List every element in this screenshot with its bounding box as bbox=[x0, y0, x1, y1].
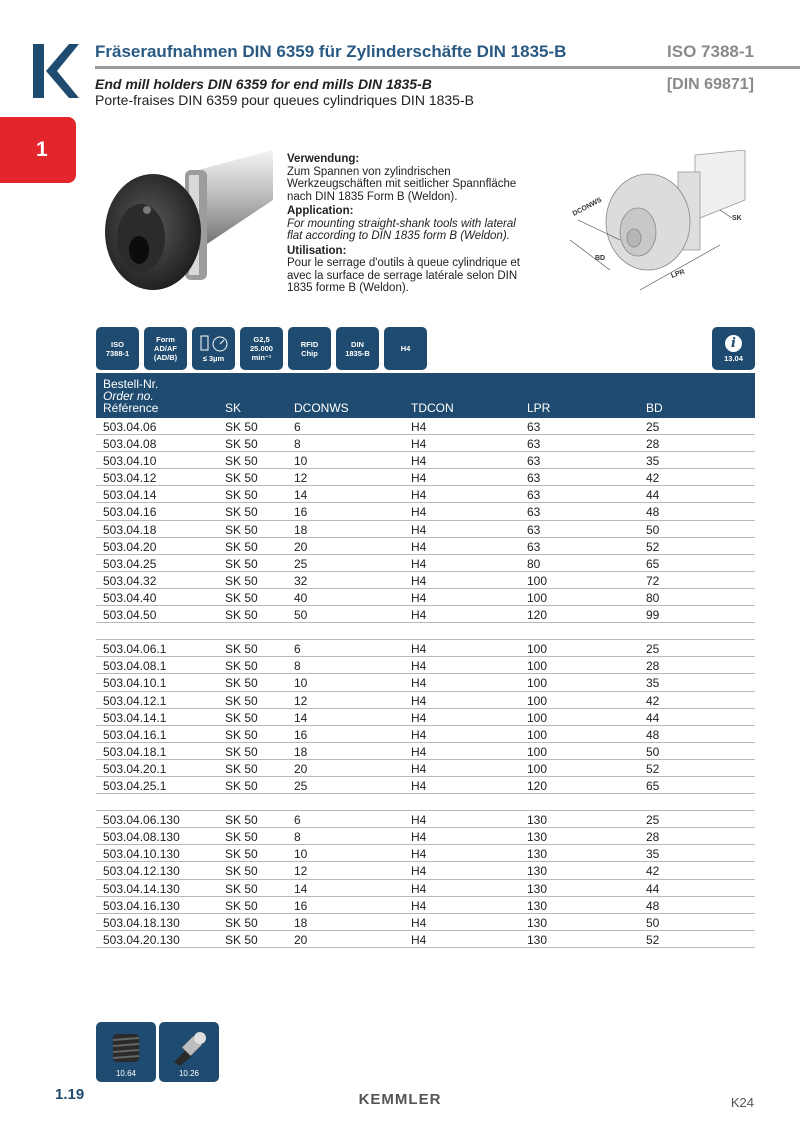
pull-stud-icon bbox=[168, 1030, 210, 1066]
table-cell: 44 bbox=[646, 488, 660, 503]
table-row bbox=[96, 521, 755, 538]
table-cell: 25 bbox=[646, 642, 660, 657]
table-cell: 130 bbox=[527, 847, 548, 862]
table-cell: 12 bbox=[294, 693, 308, 708]
table-row bbox=[96, 845, 755, 862]
table-cell: H4 bbox=[411, 847, 427, 862]
form-icon-line3: (AD/B) bbox=[153, 353, 178, 362]
description-heading-de: Verwendung: bbox=[287, 153, 360, 165]
table-cell: 42 bbox=[646, 693, 660, 708]
table-cell: SK 50 bbox=[225, 556, 258, 571]
page-title-en: End mill holders DIN 6359 for end mills DIN 1835-B bbox=[95, 76, 432, 92]
table-row bbox=[96, 897, 755, 914]
table-row bbox=[96, 914, 755, 931]
accessory-pull-stud[interactable] bbox=[159, 1022, 219, 1082]
table-cell: H4 bbox=[411, 813, 427, 828]
kemmler-logo bbox=[33, 44, 79, 98]
table-cell: H4 bbox=[411, 642, 427, 657]
table-cell: 35 bbox=[646, 676, 660, 691]
table-row bbox=[96, 692, 755, 709]
table-cell: 20 bbox=[294, 761, 308, 776]
screw-icon bbox=[105, 1030, 147, 1066]
table-cell: 503.04.25.1 bbox=[103, 778, 167, 793]
table-cell: SK 50 bbox=[225, 659, 258, 674]
description-heading-fr: Utilisation: bbox=[287, 244, 347, 257]
din-icon-line1: DIN bbox=[351, 339, 364, 349]
table-cell: 6 bbox=[294, 813, 301, 828]
table-cell: 12 bbox=[294, 471, 308, 486]
table-cell: 503.04.14 bbox=[103, 488, 157, 503]
balance-icon bbox=[240, 327, 283, 370]
runout-icon-label: ≤ 3µm bbox=[202, 354, 225, 363]
table-row bbox=[96, 486, 755, 503]
table-cell: 10 bbox=[294, 454, 308, 469]
table-cell: SK 50 bbox=[225, 608, 258, 623]
table-cell: H4 bbox=[411, 505, 427, 520]
table-cell: 503.04.18 bbox=[103, 522, 157, 537]
table-cell: 6 bbox=[294, 642, 301, 657]
table-cell: 28 bbox=[646, 830, 660, 845]
table-cell: SK 50 bbox=[225, 539, 258, 554]
table-cell: 48 bbox=[646, 727, 660, 742]
table-cell: 503.04.12 bbox=[103, 471, 157, 486]
description-text-fr: Pour le serrage d'outils à queue cylindrique et avec la surface de serrage latérale selon DIN 1835 forme B (Weldon). bbox=[287, 257, 520, 294]
rfid-icon-line1: RFID bbox=[300, 339, 319, 349]
label-lpr: LPR bbox=[670, 268, 686, 280]
table-cell: 50 bbox=[646, 915, 660, 930]
table-cell: 50 bbox=[646, 522, 660, 537]
table-cell: 80 bbox=[527, 556, 541, 571]
table-cell: 503.04.18.130 bbox=[103, 915, 180, 930]
accessory-screw-ref: 10.64 bbox=[115, 1069, 137, 1078]
table-cell: 35 bbox=[646, 847, 660, 862]
table-cell: 63 bbox=[527, 505, 541, 520]
table-cell: 503.04.14.130 bbox=[103, 881, 180, 896]
rfid-icon-line2: Chip bbox=[301, 348, 318, 358]
table-cell: 63 bbox=[527, 522, 541, 537]
balance-icon-line2: 25.000 bbox=[250, 344, 273, 353]
header-order-en: Order no. bbox=[103, 389, 154, 403]
table-cell: SK 50 bbox=[225, 727, 258, 742]
table-cell: SK 50 bbox=[225, 471, 258, 486]
table-cell: 6 bbox=[294, 420, 301, 434]
table-cell: 25 bbox=[646, 813, 660, 828]
table-cell: 20 bbox=[294, 932, 308, 947]
table-cell: SK 50 bbox=[225, 778, 258, 793]
table-cell: 42 bbox=[646, 864, 660, 879]
table-cell: 42 bbox=[646, 471, 660, 486]
rfid-icon bbox=[288, 327, 331, 370]
table-cell: SK 50 bbox=[225, 881, 258, 896]
table-cell: 503.04.16 bbox=[103, 505, 157, 520]
label-bd: BD bbox=[595, 255, 606, 262]
table-row bbox=[96, 862, 755, 879]
table-cell: 25 bbox=[294, 556, 308, 571]
table-cell: H4 bbox=[411, 471, 427, 486]
table-cell: 35 bbox=[646, 454, 660, 469]
table-cell: SK 50 bbox=[225, 437, 258, 452]
table-cell: H4 bbox=[411, 710, 427, 725]
table-cell: SK 50 bbox=[225, 932, 258, 947]
header-bd: BD bbox=[646, 401, 663, 415]
table-cell: H4 bbox=[411, 608, 427, 623]
table-cell: H4 bbox=[411, 898, 427, 913]
table-cell: 503.04.08.1 bbox=[103, 659, 167, 674]
table-cell: SK 50 bbox=[225, 898, 258, 913]
table-cell: 52 bbox=[646, 932, 660, 947]
table-cell: 100 bbox=[527, 761, 548, 776]
description-text-en: For mounting straight-shank tools with lateral flat according to DIN 1835 form B (Weldon). bbox=[287, 217, 516, 242]
table-cell: SK 50 bbox=[225, 642, 258, 657]
page-number: 1.19 bbox=[55, 1086, 85, 1103]
table-cell: 40 bbox=[294, 590, 308, 605]
table-cell: SK 50 bbox=[225, 505, 258, 520]
table-cell: 25 bbox=[294, 778, 308, 793]
iso-standard: ISO 7388-1 bbox=[667, 42, 754, 61]
table-cell: 503.04.12.130 bbox=[103, 864, 180, 879]
table-row bbox=[96, 640, 755, 657]
table-cell: H4 bbox=[411, 761, 427, 776]
page-reference: K24 bbox=[730, 1095, 754, 1110]
description-heading-en: Application: bbox=[287, 205, 354, 217]
form-icon-line1: Form bbox=[156, 335, 175, 344]
table-cell: 44 bbox=[646, 881, 660, 896]
table-cell: 503.04.16.1 bbox=[103, 727, 167, 742]
table-cell: 503.04.40 bbox=[103, 590, 157, 605]
table-row bbox=[96, 555, 755, 572]
table-spacer-row bbox=[96, 794, 755, 811]
table-cell: H4 bbox=[411, 727, 427, 742]
table-cell: 100 bbox=[527, 659, 548, 674]
table-cell: 14 bbox=[294, 881, 308, 896]
table-cell: 130 bbox=[527, 898, 548, 913]
table-cell: 100 bbox=[527, 676, 548, 691]
header-order bbox=[103, 378, 158, 414]
table-cell: H4 bbox=[411, 676, 427, 691]
table-cell: SK 50 bbox=[225, 847, 258, 862]
table-cell: 130 bbox=[527, 864, 548, 879]
table-cell: 100 bbox=[527, 573, 548, 588]
table-cell: 100 bbox=[527, 590, 548, 605]
table-cell: 16 bbox=[294, 727, 308, 742]
page-title-fr: Porte-fraises DIN 6359 pour queues cylindriques DIN 1835-B bbox=[95, 92, 474, 108]
table-cell: 100 bbox=[527, 744, 548, 759]
table-cell: SK 50 bbox=[225, 864, 258, 879]
table-cell: SK 50 bbox=[225, 676, 258, 691]
table-cell: 16 bbox=[294, 898, 308, 913]
description bbox=[287, 151, 527, 295]
table-cell: 503.04.10.130 bbox=[103, 847, 180, 862]
table-cell: 503.04.18.1 bbox=[103, 744, 167, 759]
table-cell: 8 bbox=[294, 437, 301, 452]
table-cell: 130 bbox=[527, 915, 548, 930]
table-cell: 14 bbox=[294, 488, 308, 503]
chapter-tab[interactable] bbox=[0, 117, 76, 183]
table-cell: 503.04.14.1 bbox=[103, 710, 167, 725]
table-cell: 503.04.10 bbox=[103, 454, 157, 469]
runout-gauge-icon bbox=[199, 334, 229, 354]
table-cell: H4 bbox=[411, 488, 427, 503]
table-cell: 50 bbox=[646, 744, 660, 759]
table-cell: H4 bbox=[411, 778, 427, 793]
product-photo bbox=[103, 140, 278, 300]
feature-icons bbox=[96, 327, 427, 370]
table-row bbox=[96, 418, 755, 435]
table-cell: 28 bbox=[646, 659, 660, 674]
table-cell: 503.04.32 bbox=[103, 573, 157, 588]
table-cell: SK 50 bbox=[225, 761, 258, 776]
table-cell: 120 bbox=[527, 778, 548, 793]
table-cell: 63 bbox=[527, 471, 541, 486]
chapter-number: 1 bbox=[36, 138, 48, 161]
table-cell: 503.04.50 bbox=[103, 608, 157, 623]
table-cell: 63 bbox=[527, 437, 541, 452]
table-cell: H4 bbox=[411, 590, 427, 605]
table-cell: SK 50 bbox=[225, 573, 258, 588]
table-cell: H4 bbox=[411, 573, 427, 588]
table-row bbox=[96, 931, 755, 948]
table-cell: 100 bbox=[527, 693, 548, 708]
table-cell: 52 bbox=[646, 539, 660, 554]
table-cell: 130 bbox=[527, 932, 548, 947]
table-cell: 63 bbox=[527, 539, 541, 554]
table-cell: 503.04.08.130 bbox=[103, 830, 180, 845]
table-cell: 503.04.12.1 bbox=[103, 693, 167, 708]
table-cell: 130 bbox=[527, 830, 548, 845]
tolerance-icon bbox=[384, 327, 427, 370]
table-row bbox=[96, 811, 755, 828]
table-cell: SK 50 bbox=[225, 710, 258, 725]
table-cell: H4 bbox=[411, 659, 427, 674]
table-cell: H4 bbox=[411, 420, 427, 434]
table-cell: 32 bbox=[294, 573, 308, 588]
iso-icon-line1: ISO bbox=[111, 339, 124, 349]
table-cell: 52 bbox=[646, 761, 660, 776]
info-glyph-icon: i bbox=[725, 335, 742, 352]
table-cell: SK 50 bbox=[225, 522, 258, 537]
tolerance-icon-label: H4 bbox=[400, 344, 411, 353]
din-icon-line2: 1835-B bbox=[345, 348, 370, 358]
table-cell: 100 bbox=[527, 642, 548, 657]
table-row bbox=[96, 709, 755, 726]
table-cell: SK 50 bbox=[225, 693, 258, 708]
table-header bbox=[96, 373, 755, 418]
header-rule bbox=[95, 66, 800, 69]
table-cell: H4 bbox=[411, 915, 427, 930]
form-icon bbox=[144, 327, 187, 370]
table-cell: 503.04.20 bbox=[103, 539, 157, 554]
table-cell: 100 bbox=[527, 710, 548, 725]
info-icon[interactable] bbox=[712, 327, 755, 370]
table-cell: H4 bbox=[411, 932, 427, 947]
table-row bbox=[96, 503, 755, 520]
table-cell: SK 50 bbox=[225, 744, 258, 759]
header-order-de: Bestell-Nr. bbox=[103, 377, 159, 391]
table-row bbox=[96, 674, 755, 691]
table-cell: 25 bbox=[646, 420, 660, 434]
table-cell: 18 bbox=[294, 744, 308, 759]
technical-drawing bbox=[560, 150, 760, 295]
table-cell: SK 50 bbox=[225, 454, 258, 469]
table-cell: H4 bbox=[411, 864, 427, 879]
table-cell: 44 bbox=[646, 710, 660, 725]
table-cell: 503.04.20.130 bbox=[103, 932, 180, 947]
table-cell: 48 bbox=[646, 505, 660, 520]
table-row bbox=[96, 743, 755, 760]
table-cell: H4 bbox=[411, 881, 427, 896]
form-icon-line2: AD/AF bbox=[154, 344, 177, 353]
table-cell: 14 bbox=[294, 710, 308, 725]
table-cell: H4 bbox=[411, 522, 427, 537]
table-cell: 8 bbox=[294, 830, 301, 845]
table-cell: SK 50 bbox=[225, 830, 258, 845]
table-row bbox=[96, 657, 755, 674]
table-cell: 503.04.25 bbox=[103, 556, 157, 571]
table-cell: 20 bbox=[294, 539, 308, 554]
table-cell: 503.04.06.130 bbox=[103, 813, 180, 828]
table-cell: 503.04.08 bbox=[103, 437, 157, 452]
table-cell: 48 bbox=[646, 898, 660, 913]
din-icon bbox=[336, 327, 379, 370]
table-cell: 503.04.06.1 bbox=[103, 642, 167, 657]
runout-icon bbox=[192, 327, 235, 370]
table-row bbox=[96, 572, 755, 589]
table-cell: 72 bbox=[646, 573, 660, 588]
table-row bbox=[96, 538, 755, 555]
label-sk: SK bbox=[732, 215, 742, 222]
table-cell: SK 50 bbox=[225, 420, 258, 434]
table-cell: 63 bbox=[527, 454, 541, 469]
table-cell: 120 bbox=[527, 608, 548, 623]
table-cell: H4 bbox=[411, 437, 427, 452]
table-cell: 63 bbox=[527, 488, 541, 503]
balance-icon-line3: min⁻¹ bbox=[251, 353, 272, 362]
din-standard: [DIN 69871] bbox=[666, 76, 754, 93]
description-text-de: Zum Spannen von zylindrischen Werkzeugschäften mit seitlicher Spannfläche nach DIN 1835 Form B (Weldon). bbox=[287, 165, 517, 203]
table-cell: 18 bbox=[294, 522, 308, 537]
table-cell: H4 bbox=[411, 830, 427, 845]
table-cell: 503.04.20.1 bbox=[103, 761, 167, 776]
table-cell: 50 bbox=[294, 608, 308, 623]
table-cell: H4 bbox=[411, 693, 427, 708]
table-cell: SK 50 bbox=[225, 813, 258, 828]
table-row bbox=[96, 760, 755, 777]
table-cell: 12 bbox=[294, 864, 308, 879]
table-cell: SK 50 bbox=[225, 590, 258, 605]
table-cell: 99 bbox=[646, 608, 660, 623]
header-lpr: LPR bbox=[527, 401, 551, 415]
table-row bbox=[96, 589, 755, 606]
table-cell: 63 bbox=[527, 420, 541, 434]
header-tdcon: TDCON bbox=[411, 401, 454, 415]
info-icon-ref: 13.04 bbox=[724, 353, 743, 363]
table-cell: 10 bbox=[294, 847, 308, 862]
table-cell: 503.04.10.1 bbox=[103, 676, 167, 691]
balance-icon-line1: G2,5 bbox=[253, 335, 270, 344]
table-row bbox=[96, 435, 755, 452]
table-cell: H4 bbox=[411, 454, 427, 469]
iso-icon bbox=[96, 327, 139, 370]
table-cell: 18 bbox=[294, 915, 308, 930]
table-cell: 100 bbox=[527, 727, 548, 742]
table-cell: 130 bbox=[527, 881, 548, 896]
table-spacer-row bbox=[96, 623, 755, 640]
table-cell: 130 bbox=[527, 813, 548, 828]
table-cell: SK 50 bbox=[225, 915, 258, 930]
accessory-screw[interactable] bbox=[96, 1022, 156, 1082]
table-cell: 65 bbox=[646, 556, 660, 571]
page-title-de: Fräseraufnahmen DIN 6359 für Zylinderschäfte DIN 1835-B bbox=[95, 42, 567, 61]
table-cell: H4 bbox=[411, 556, 427, 571]
table-row bbox=[96, 726, 755, 743]
table-cell: 28 bbox=[646, 437, 660, 452]
table-row bbox=[96, 452, 755, 469]
table-cell: 503.04.16.130 bbox=[103, 898, 180, 913]
table-cell: H4 bbox=[411, 539, 427, 554]
header-order-fr: Référence bbox=[103, 401, 159, 415]
accessory-pull-stud-ref: 10.26 bbox=[178, 1069, 200, 1078]
brand-name: KEMMLER bbox=[358, 1091, 442, 1108]
table-row bbox=[96, 828, 755, 845]
table-cell: 80 bbox=[646, 590, 660, 605]
table-cell: H4 bbox=[411, 744, 427, 759]
header-sk: SK bbox=[225, 401, 242, 415]
table-cell: 503.04.06 bbox=[103, 420, 157, 434]
table-cell: SK 50 bbox=[225, 488, 258, 503]
product-table bbox=[96, 418, 755, 948]
iso-icon-line2: 7388-1 bbox=[105, 348, 130, 358]
table-cell: 10 bbox=[294, 676, 308, 691]
header-dconws: DCONWS bbox=[294, 401, 349, 415]
table-row bbox=[96, 880, 755, 897]
table-cell: 65 bbox=[646, 778, 660, 793]
table-row bbox=[96, 606, 755, 623]
table-cell: 16 bbox=[294, 505, 308, 520]
label-dconws: DCONWS bbox=[571, 196, 604, 218]
table-cell: 8 bbox=[294, 659, 301, 674]
table-row bbox=[96, 777, 755, 794]
table-row bbox=[96, 469, 755, 486]
